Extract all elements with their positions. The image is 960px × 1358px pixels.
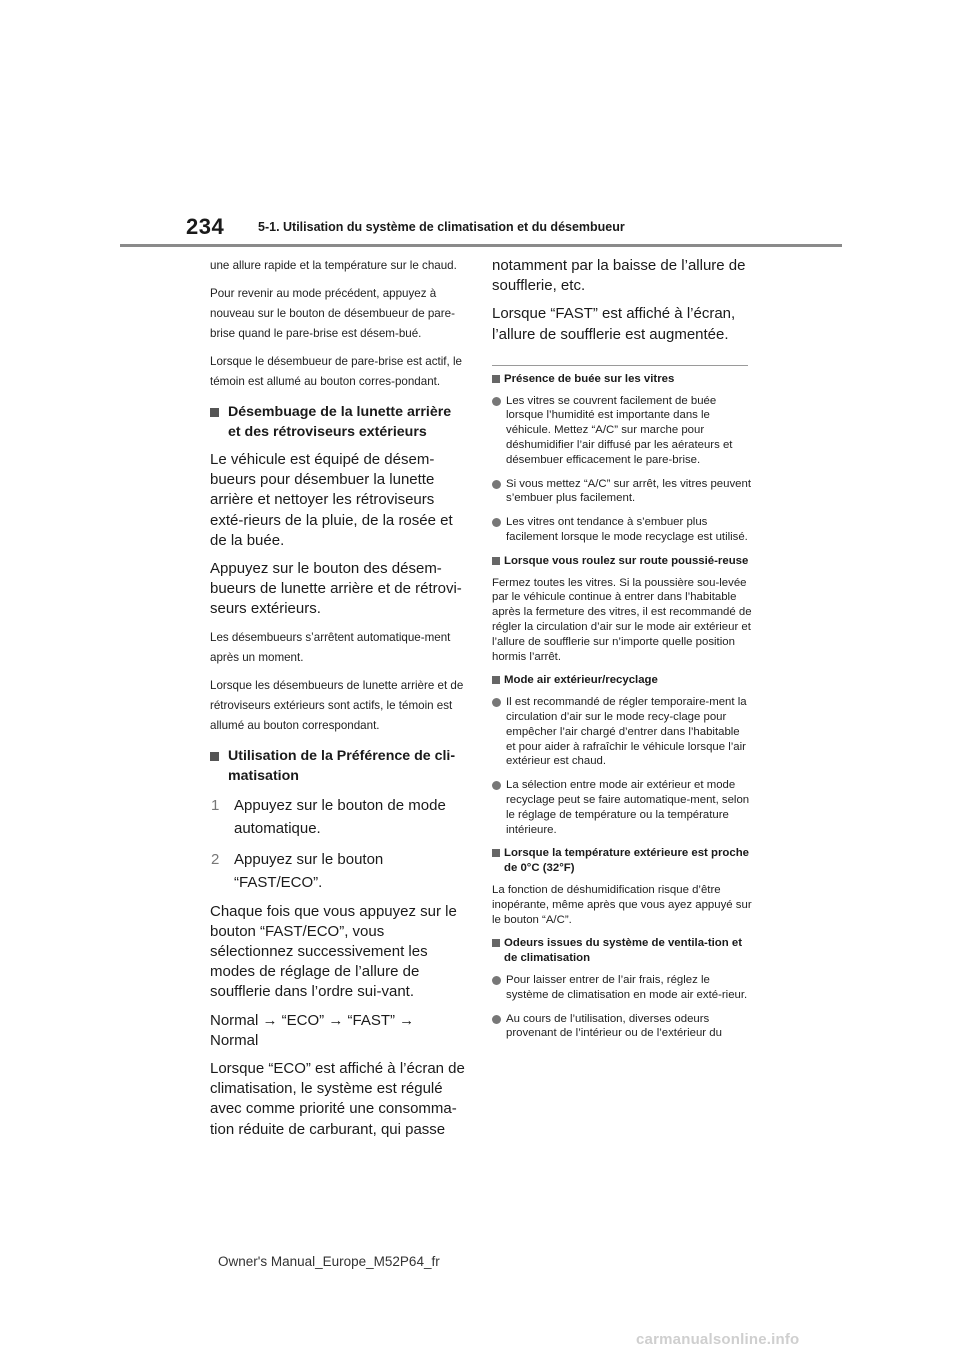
step-text: Appuyez sur le bouton “FAST/ECO”. [234, 850, 384, 891]
list-item [492, 1012, 752, 1042]
note-heading-odors [492, 936, 752, 966]
section-heading-climate-preference [210, 746, 466, 786]
paragraph: Fermez toutes les vitres. Si la poussière sou-levée par le véhicule continue à entrer dans l’habitable après la fermeture des vitres, il est recommandé de régler la circulation d’air sur le mode air extérieur et l’allure de soufflerie sur n’importe quelle position hormis l’arrêt. [492, 576, 752, 663]
square-bullet-icon [210, 408, 219, 417]
note-heading-air-mode [492, 673, 752, 688]
note-heading-dusty-road [492, 554, 752, 569]
heading-text: Mode air extérieur/recyclage [504, 674, 658, 687]
right-column [492, 256, 752, 1050]
square-bullet-icon [492, 676, 500, 684]
paragraph: Pour revenir au mode précédent, appuyez à nouveau sur le bouton de désembueur de pare-brise quand le pare-brise est désem-bué. [210, 287, 455, 340]
step-number: 2 [211, 850, 220, 868]
round-bullet-icon [492, 518, 501, 527]
section-divider [492, 365, 748, 366]
header-rule [120, 244, 842, 247]
step-2 [210, 848, 466, 894]
list-item [492, 973, 752, 1003]
list-item [492, 695, 752, 769]
paragraph: notamment par la baisse de l’allure de soufflerie, etc. [492, 257, 746, 295]
paragraph: Chaque fois que vous appuyez sur le bouton “FAST/ECO”, vous sélectionnez successivement les modes de réglage de l’allure de soufflerie dans l’ordre sui-vant. [210, 902, 457, 1001]
paragraph: Lorsque “FAST” est affiché à l’écran, l’allure de soufflerie est augmentée. [492, 305, 736, 343]
round-bullet-icon [492, 1015, 501, 1024]
step-1 [210, 794, 466, 840]
square-bullet-icon [210, 752, 219, 761]
note-heading-cold-temperature [492, 846, 752, 876]
list-item-text: Les vitres ont tendance à s’embuer plus facilement lorsque le mode recyclage est utilisé. [506, 516, 748, 543]
list-item [492, 515, 752, 545]
list-item-text: Les vitres se couvrent facilement de buée lorsque l’humidité est importante dans le véhicule. Mettez “A/C” sur marche pour déshumidifier l’air diffusé par les aérateurs et désembuer efficacement le pare-brise. [506, 394, 733, 466]
page-number: 234 [186, 214, 225, 239]
list-item [492, 477, 752, 507]
list-item [492, 778, 752, 837]
paragraph: Appuyez sur le bouton des désem-bueurs de lunette arrière et de rétrovi-seurs extérieurs. [210, 560, 462, 618]
note-heading-fogging [492, 372, 752, 387]
paragraph: Lorsque les désembueurs de lunette arrière et de rétroviseurs extérieurs sont actifs, le témoin est allumé au bouton correspondant. [210, 678, 464, 732]
round-bullet-icon [492, 781, 501, 790]
round-bullet-icon [492, 480, 501, 489]
paragraph: Lorsque le désembueur de pare-brise est actif, le témoin est allumé au bouton corres-pondant. [210, 355, 462, 388]
heading-text: Désembuage de la lunette arrière et des rétroviseurs extérieurs [228, 404, 452, 440]
list-item-text: La sélection entre mode air extérieur et mode recyclage peut se faire automatique-ment, selon le réglage de température ou la température intérieure. [506, 779, 750, 836]
round-bullet-icon [492, 397, 501, 406]
mode-sequence: Normal → “ECO” → “FAST” → Normal [210, 1011, 415, 1049]
section-title: 5-1. Utilisation du système de climatisation et du désembueur [258, 220, 625, 234]
paragraph: Le véhicule est équipé de désem-bueurs pour désembuer la lunette arrière et nettoyer les rétroviseurs exté-rieurs de la pluie, de la rosée et de la buée. [210, 451, 453, 549]
section-heading-rear-defogger [210, 402, 466, 442]
square-bullet-icon [492, 849, 500, 857]
round-bullet-icon [492, 976, 501, 985]
round-bullet-icon [492, 698, 501, 707]
heading-text: Lorsque vous roulez sur route poussié-reuse [504, 554, 749, 567]
list-item-text: Il est recommandé de régler temporaire-ment la circulation d’air sur le mode recy-clage pour empêcher l’air chargé d’entrer dans l’habitable et pour aider à rafraîchir le véhicule lorsque l’air extérieur est chaud. [506, 696, 747, 768]
step-number: 1 [211, 796, 220, 814]
paragraph: Lorsque “ECO” est affiché à l’écran de climatisation, le système est régulé avec comme priorité une consomma-tion réduite de carburant, qui passe [210, 1060, 465, 1138]
heading-text: Présence de buée sur les vitres [504, 372, 675, 385]
left-column [210, 256, 466, 1148]
heading-text: Lorsque la température extérieure est proche de 0°C (32°F) [504, 847, 749, 875]
heading-text: Odeurs issues du système de ventila-tion et de climatisation [504, 937, 743, 965]
heading-text: Utilisation de la Préférence de cli-matisation [228, 747, 456, 784]
list-item-text: Pour laisser entrer de l’air frais, réglez le système de climatisation en mode air exté-rieur. [506, 973, 748, 1001]
square-bullet-icon [492, 557, 500, 565]
square-bullet-icon [492, 375, 500, 383]
step-text: Appuyez sur le bouton de mode automatique. [234, 796, 446, 837]
square-bullet-icon [492, 939, 500, 947]
footer-manual-id: Owner's Manual_Europe_M52P64_fr [218, 1254, 440, 1269]
paragraph: La fonction de déshumidification risque d’être inopérante, même après que vous ayez appuyé sur le bouton “A/C”. [492, 883, 752, 926]
list-item [492, 394, 752, 468]
paragraph: une allure rapide et la température sur le chaud. [210, 259, 457, 272]
paragraph: Les désembueurs s’arrêtent automatique-ment après un moment. [210, 630, 451, 664]
watermark: carmanualsonline.info [636, 1331, 800, 1348]
list-item-text: Au cours de l’utilisation, diverses odeurs provenant de l’intérieur ou de l’extérieur du [506, 1012, 722, 1040]
list-item-text: Si vous mettez “A/C” sur arrêt, les vitres peuvent s’embuer plus facilement. [506, 477, 751, 505]
